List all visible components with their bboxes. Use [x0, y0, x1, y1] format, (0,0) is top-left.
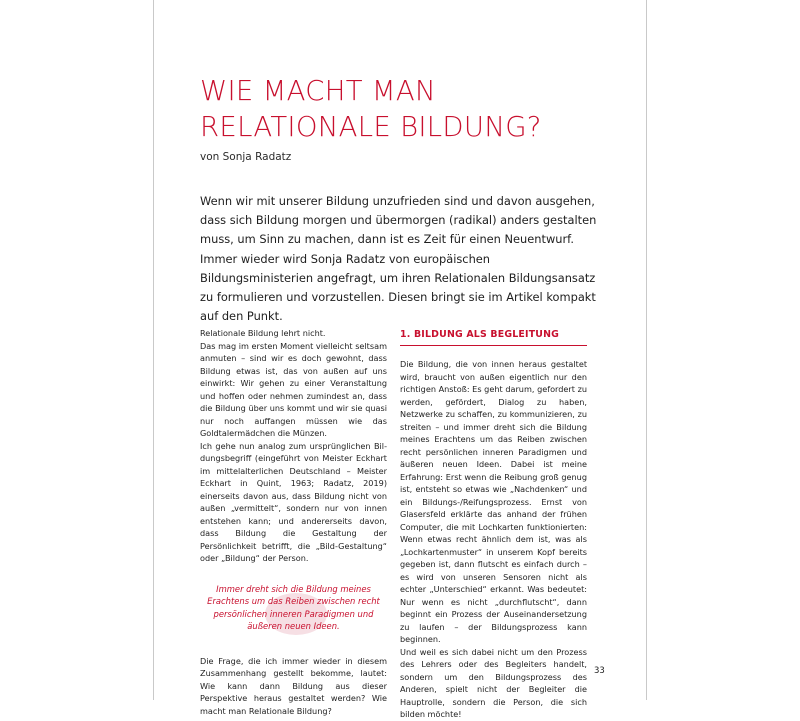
pull-quote-text: Immer dreht sich die Bildung meines Erachtens um das Reiben zwischen recht persönlichen inneren Paradigmen und äußeren neuen Ideen. [207, 583, 380, 632]
magazine-page [153, 0, 647, 719]
section-heading: 1. BILDUNG ALS BEGLEITUNG [400, 328, 587, 346]
right-paragraph-1: Die Bildung, die von innen heraus gestaltet wird, braucht von außen eigentlich nur den richtigen Anstoß: Es geht darum, gefordert zu werden, gefördert, Dialog zu haben, Netzwerke zu schaffen, zu kommunizieren, zu streiten – und immer dreht sich die Bildung meines Erachtens um das Reiben zwischen recht persönlichen inneren Paradigmen und äußeren neuen Ideen. Dabei ist meine Erfahrung: Erst wenn die Reibung groß genug ist, entsteht so etwas wie „Nachdenken“ und ein Bildungs-/Reifungsprozess. Ernst von Glasersfeld erklärte das anhand der frühen Computer, die mit Lochkarten funktionierten: Wenn etwas recht ähnlich dem ist, was als „Lochkartenmuster“ in unserem Kopf bereits gegeben ist, dann flutscht es einfach durch – es wird von unseren Sensoren nicht als echter „Unterschied“ erkannt. Was bedeutet: Nur wenn es nicht „durchflutscht“, dann beginnt ein Prozess der Auseinandersetzung zu laufen – der Bildungsprozess kann beginnen. [400, 359, 587, 644]
right-column [400, 327, 587, 721]
article-title [200, 73, 542, 145]
article-title-line-1: WIE MACHT MAN [200, 75, 436, 107]
article-title-line-2: RELATIONALE BILDUNG? [200, 111, 542, 143]
author-byline: von Sonja Radatz [200, 151, 292, 163]
left-paragraph-3: Ich gehe nun analog zum ursprünglichen Bildungsbegriff (eingeführt von Meister Eckhart im mittelalterlichen Deutschland – Meister Eckhart in Quint, 1963; Radatz, 2019) einerseits davon aus, dass Bildung nicht von außen „vermittelt“, sondern nur von innen entstehen kann; und andererseits davon, dass Bildung die Gestaltung der Persönlichkeit betrifft, die „Bild-Gestaltung“ oder „Bildung“ der Person. [200, 440, 387, 563]
left-paragraph-2: Das mag im ersten Moment vielleicht seltsam anmuten – sind wir es doch gewohnt, dass Bildung etwas ist, das von außen auf uns einwirkt: Wir gehen zu einer Veranstaltung und hoffen oder nehmen zumindest an, dass die Bildung über uns kommt und wir sie quasi nur noch auffangen müssen wie das Goldtalermädchen die Münzen. [200, 340, 387, 438]
right-paragraph-2: Und weil es sich dabei nicht um den Prozess des Lehrers oder des Begleiters handelt, sondern um den Bildungsprozess des Anderen, spielt nicht der Begleiter die Hauptrolle, sondern die Person, die sich bilden möchte! [400, 646, 587, 719]
intro-paragraph: Wenn wir mit unserer Bildung unzufrieden sind und davon ausgehen, dass sich Bildung morgen und übermorgen (radikal) anders gestalten muss, um Sinn zu machen, dann ist es Zeit für einen Neuentwurf. Immer wieder wird Sonja Radatz von europäischen Bildungsministerien angefragt, um ihren Relationalen Bildungsansatz zu formulieren und vorzustellen. Diesen bringt sie im Artikel kompakt auf den Punkt. [200, 194, 597, 324]
page-number: 33 [594, 666, 605, 676]
left-paragraph-4: Die Frage, die ich immer wieder in diesem Zusammenhang gestellt bekomme, lautet: Wie kann dann Bildung aus dieser Perspektive heraus gestaltet werden? Wie macht man Relationale Bildung? [200, 655, 387, 716]
left-column [200, 327, 387, 717]
pull-quote [200, 583, 387, 633]
left-paragraph-1: Relationale Bildung lehrt nicht. [200, 328, 326, 338]
